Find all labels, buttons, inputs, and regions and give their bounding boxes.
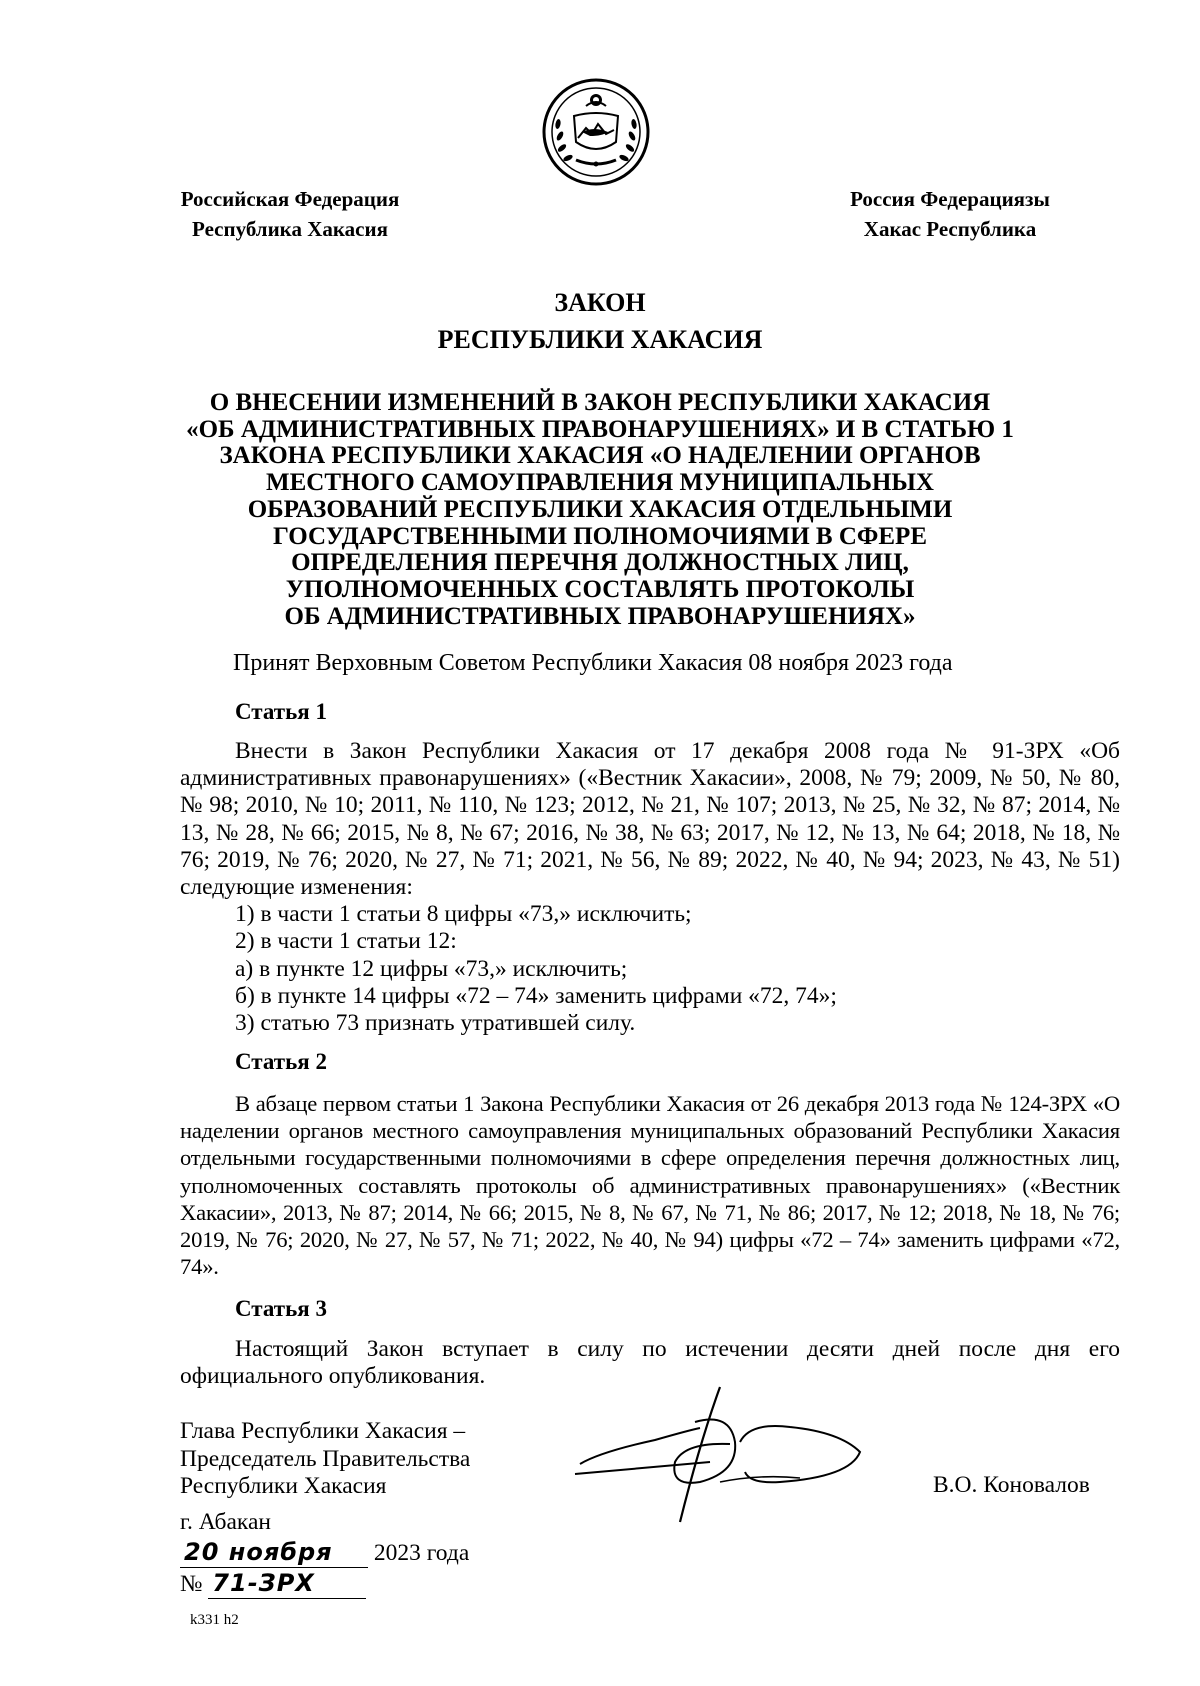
handwritten-signature (560, 1382, 890, 1532)
adoption-statement: Принят Верховным Советом Республики Хакасия 08 ноября 2023 года (233, 650, 953, 676)
law-number (180, 1568, 469, 1599)
article-1-item: 2) в части 1 статьи 12: (235, 928, 457, 955)
signatory-position-line: Республики Хакасия (180, 1473, 387, 1499)
document-code: k331 h2 (190, 1612, 239, 1628)
subject-line: ГОСУДАРСТВЕННЫМИ ПОЛНОМОЧИЯМИ В СФЕРЕ (272, 522, 928, 550)
article-1-item: 3) статью 73 признать утратившей силу. (235, 1010, 636, 1037)
subject-line: «ОБ АДМИНИСТРАТИВНЫХ ПРАВОНАРУШЕНИЯХ» И В СТАТЬЮ 1 (186, 415, 1014, 443)
article-3-heading: Статья 3 (235, 1296, 327, 1321)
header-right-line2: Хакас Республика (863, 217, 1037, 241)
article-1-paragraph: Внести в Закон Республики Хакасия от 17 декабря 2008 года № 91-ЗРХ «Об административных правонарушениях» («Вестник Хакасии», 2008, № 79; 2009, № 50, № 80, № 98; 2010, № 10; 2011, № 110, № 123; 2012, № 21, № 107; 2013, № 25, № 32, № 87; 2014, № 13, № 28, № 66; 2015, № 8, № 67; 2016, № 38, № 63; 2017, № 12, № 13, № 64; 2018, № 18, № 76; 2019, № 76; 2020, № 27, № 71; 2021, № 56, № 89; 2022, № 40, № 94; 2023, № 43, № 51) следующие изменения: (180, 738, 1120, 901)
article-1-item: 1) в части 1 статьи 8 цифры «73,» исключить; (235, 901, 692, 928)
article-1-body (180, 738, 1120, 1037)
signatory-position-line: Председатель Правительства (180, 1445, 471, 1472)
article-3-paragraph: Настоящий Закон вступает в силу по истечении десяти дней после дня его официального опубликования. (180, 1336, 1120, 1390)
khakassia-emblem-icon (540, 76, 652, 188)
date-year: 2023 года (373, 1540, 470, 1566)
signatory-name: В.О. Коновалов (933, 1472, 1090, 1498)
article-1-item: б) в пункте 14 цифры «72 – 74» заменить цифрами «72, 74»; (235, 982, 837, 1009)
subject-line: МЕСТНОГО САМОУПРАВЛЕНИЯ МУНИЦИПАЛЬНЫХ (266, 469, 934, 497)
header-russian-federation (150, 184, 430, 244)
document-type-title: ЗАКОН (554, 288, 646, 317)
document-issuer-title: РЕСПУБЛИКИ ХАКАСИЯ (437, 325, 763, 354)
header-left-line2: Республика Хакасия (192, 217, 388, 241)
place: г. Абакан (180, 1509, 271, 1535)
article-1-heading: Статья 1 (235, 699, 327, 724)
article-2-paragraph: В абзаце первом статьи 1 Закона Республики Хакасия от 26 декабря 2013 года № 124-ЗРХ «О наделении органов местного самоуправления муниципальных образований Республики Хакасия отдельными государственными полномочиями в сфере определения перечня должностных лиц, уполномоченных составлять протоколы об административных правонарушениях» («Вестник Хакасии», 2013, № 87; 2014, № 66; 2015, № 8, № 67, № 71, № 86; 2017, № 12; 2018, № 18, № 76; 2019, № 76; 2020, № 27, № 57, № 71; 2022, № 40, № 94) цифры «72 – 74» заменить цифрами «72, 74». (180, 1091, 1120, 1280)
subject-line: ОБРАЗОВАНИЙ РЕСПУБЛИКИ ХАКАСИЯ ОТДЕЛЬНЫМИ (247, 495, 953, 523)
subject-line: ОПРЕДЕЛЕНИЯ ПЕРЕЧНЯ ДОЛЖНОСТНЫХ ЛИЦ, (291, 549, 909, 577)
number-prefix: № (180, 1571, 203, 1597)
article-2-heading: Статья 2 (235, 1049, 327, 1074)
subject-line: ЗАКОНА РЕСПУБЛИКИ ХАКАСИЯ «О НАДЕЛЕНИИ ОРГАНОВ (219, 442, 981, 470)
subject-line: УПОЛНОМОЧЕННЫХ СОСТАВЛЯТЬ ПРОТОКОЛЫ (285, 575, 915, 603)
subject-line: О ВНЕСЕНИИ ИЗМЕНЕНИЙ В ЗАКОН РЕСПУБЛИКИ ХАКАСИЯ (209, 389, 991, 416)
law-subject-heading (170, 390, 1030, 630)
header-left-line1: Российская Федерация (180, 187, 400, 211)
place-date-number (180, 1507, 469, 1599)
signatory-position (180, 1418, 470, 1501)
article-2-body (180, 1090, 1120, 1280)
handwritten-number: 71-ЗРХ (208, 1568, 366, 1599)
handwritten-date: 20 ноября (180, 1537, 368, 1568)
signatory-position-line: Глава Республики Хакасия – (180, 1418, 466, 1444)
signing-date (180, 1537, 469, 1568)
article-1-item: а) в пункте 12 цифры «73,» исключить; (235, 955, 628, 982)
header-right-line1: Россия Федерациязы (850, 187, 1050, 211)
header-khakas-republic (820, 184, 1080, 244)
subject-line: ОБ АДМИНИСТРАТИВНЫХ ПРАВОНАРУШЕНИЯХ» (284, 602, 916, 630)
